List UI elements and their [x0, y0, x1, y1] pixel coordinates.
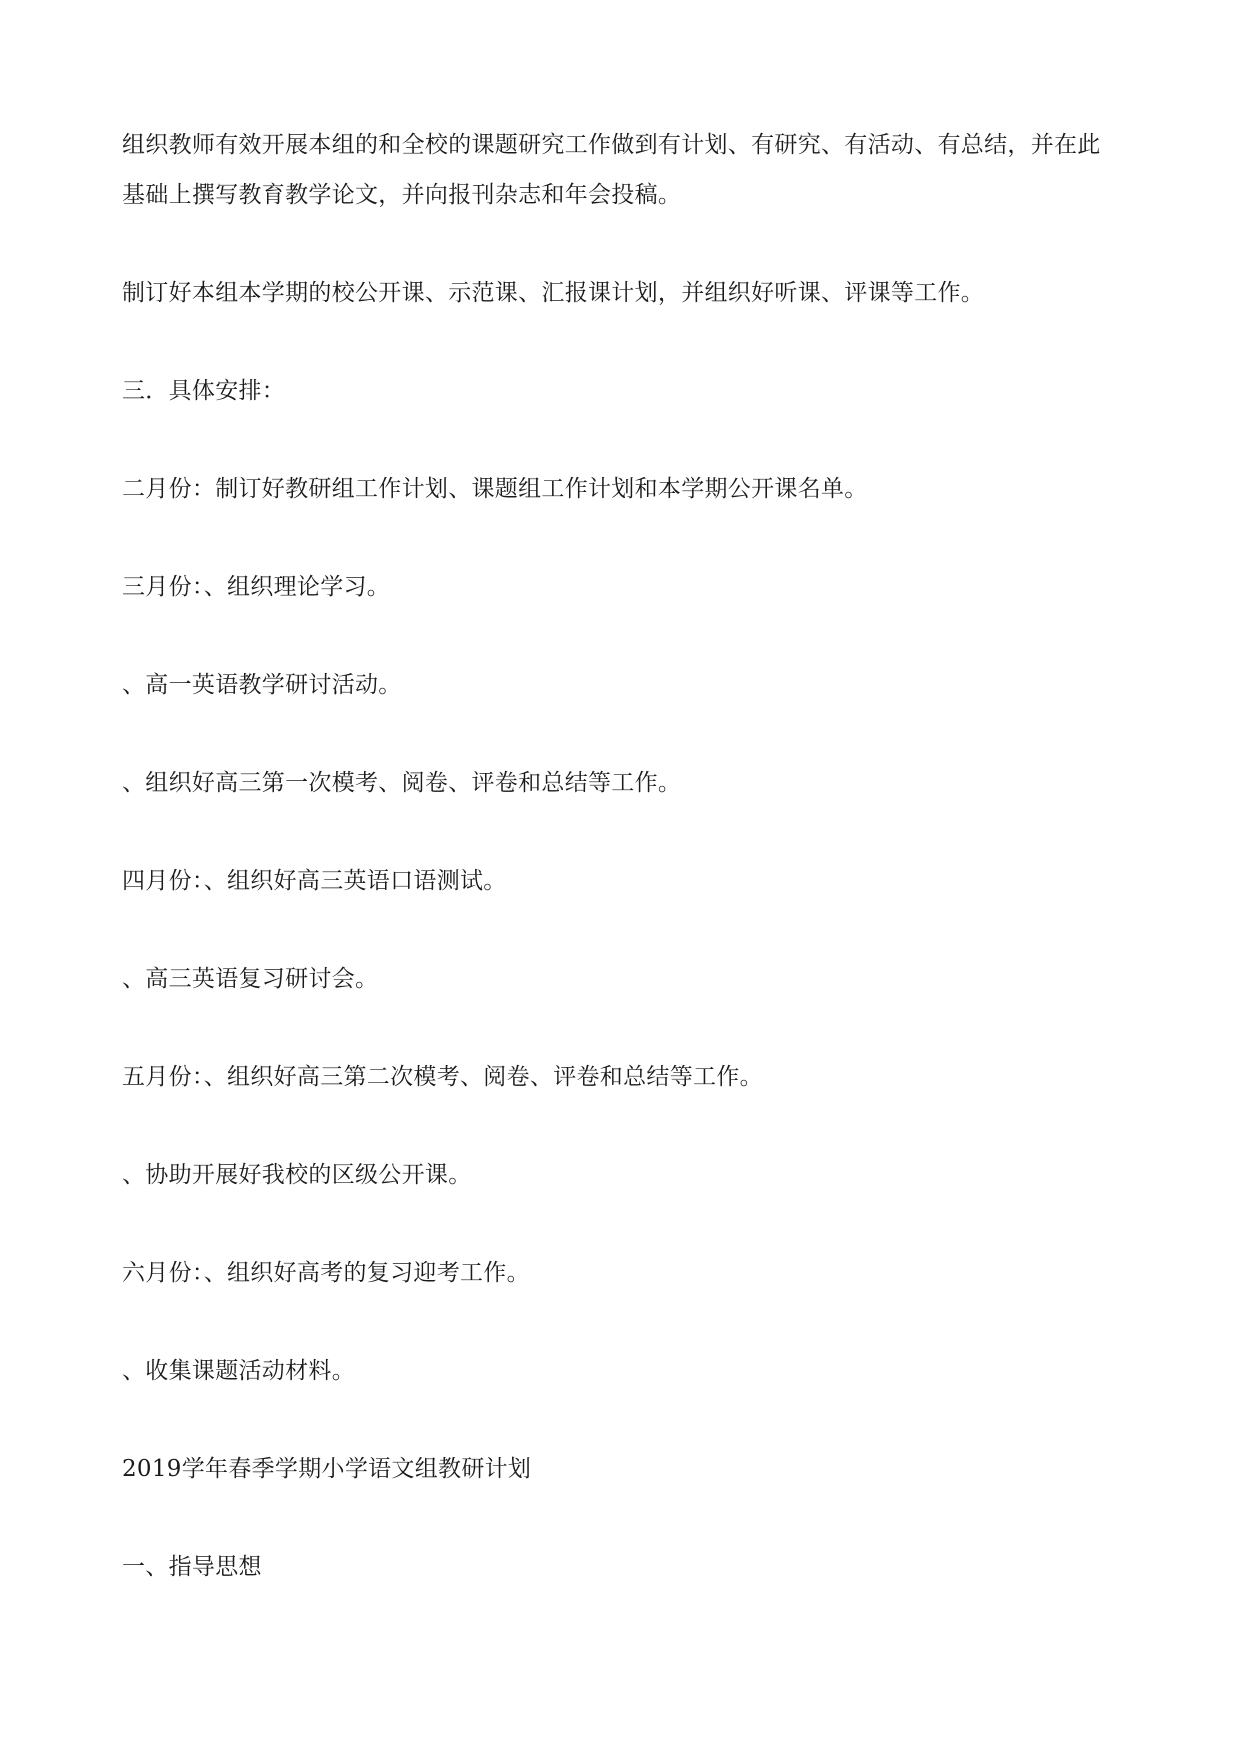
heading-specific-arrangement: 三．具体安排：: [122, 378, 286, 404]
heading-guiding-thought: 一、指导思想: [122, 1554, 262, 1580]
paragraph-research-work: 组织教师有效开展本组的和全校的课题研究工作做到有计划、有研究、有活动、有总结，并在此基础上撰写教育教学论文，并向报刊杂志和年会投稿。: [122, 132, 1101, 208]
paragraph-april-item-2: 、高三英语复习研讨会。: [122, 966, 379, 992]
paragraph-march-item-3: 、组织好高三第一次模考、阅卷、评卷和总结等工作。: [122, 770, 682, 796]
paragraph-february: 二月份：制订好教研组工作计划、课题组工作计划和本学期公开课名单。: [122, 476, 868, 502]
section-title-chinese-plan: 2019学年春季学期小学语文组教研计划: [122, 1456, 532, 1482]
paragraph-june-item-2: 、收集课题活动材料。: [122, 1358, 355, 1384]
document-body: [122, 120, 1122, 1640]
paragraph-may-item-2: 、协助开展好我校的区级公开课。: [122, 1162, 472, 1188]
paragraph-march-item-2: 、高一英语教学研讨活动。: [122, 672, 402, 698]
paragraph-march: 三月份：、组织理论学习。: [122, 574, 391, 600]
paragraph-may: 五月份：、组织好高三第二次模考、阅卷、评卷和总结等工作。: [122, 1064, 763, 1090]
paragraph-open-class-plan: 制订好本组本学期的校公开课、示范课、汇报课计划，并组织好听课、评课等工作。: [122, 280, 985, 306]
paragraph-april: 四月份：、组织好高三英语口语测试。: [122, 868, 507, 894]
paragraph-june: 六月份：、组织好高考的复习迎考工作。: [122, 1260, 530, 1286]
